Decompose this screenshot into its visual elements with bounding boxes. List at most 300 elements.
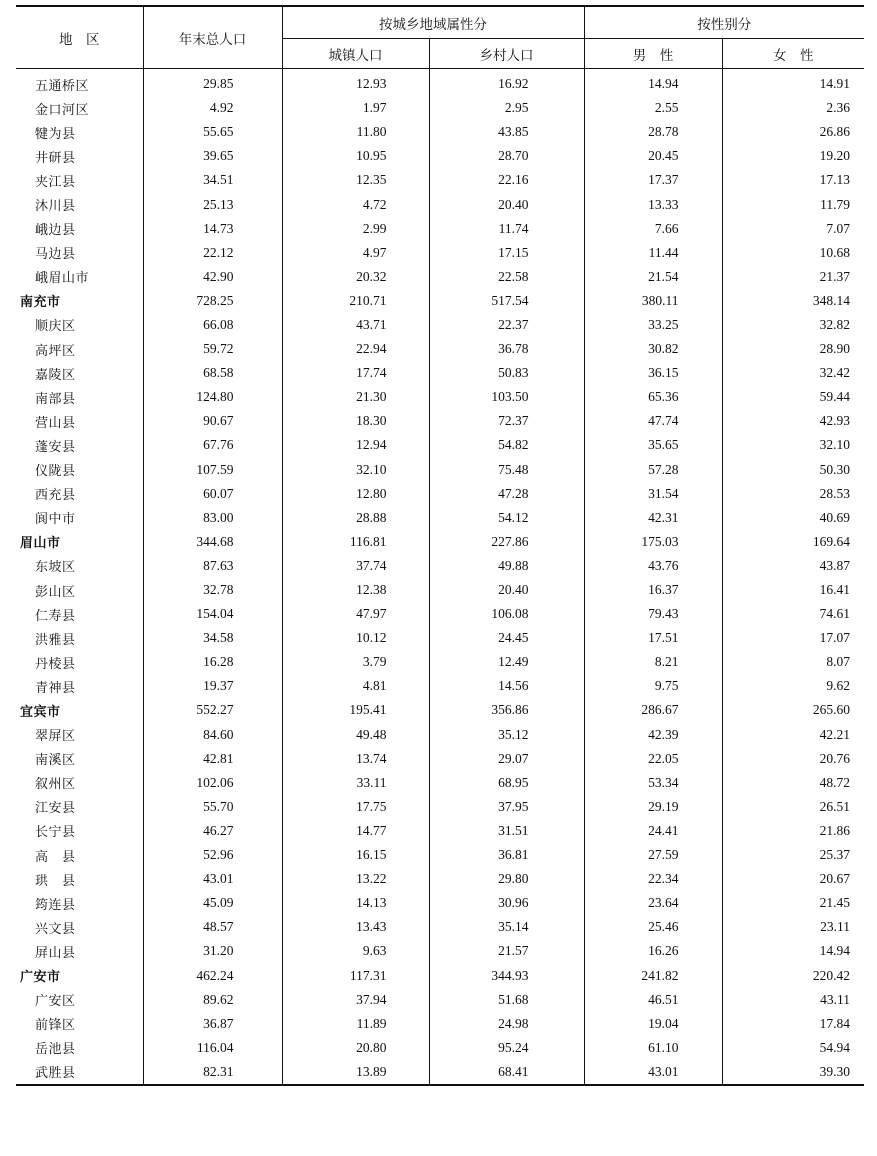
cell-male: 31.54 (584, 482, 722, 506)
cell-urban: 13.74 (282, 747, 429, 771)
cell-male: 27.59 (584, 843, 722, 867)
cell-male: 380.11 (584, 289, 722, 313)
cell-total: 19.37 (143, 674, 282, 698)
table-row (16, 482, 864, 506)
cell-name: 夹江县 (16, 168, 143, 192)
cell-name: 马边县 (16, 241, 143, 265)
cell-male: 43.76 (584, 554, 722, 578)
cell-total: 55.65 (143, 120, 282, 144)
cell-total: 32.78 (143, 578, 282, 602)
cell-name: 阆中市 (16, 506, 143, 530)
cell-male: 53.34 (584, 771, 722, 795)
cell-male: 17.51 (584, 626, 722, 650)
cell-total: 107.59 (143, 458, 282, 482)
cell-rural: 28.70 (429, 144, 584, 168)
cell-total: 90.67 (143, 409, 282, 433)
cell-female: 25.37 (819, 847, 850, 863)
cell-male: 57.28 (584, 458, 722, 482)
cell-rural: 14.56 (429, 674, 584, 698)
cell-male: 9.75 (584, 674, 722, 698)
cell-male: 47.74 (584, 409, 722, 433)
table-row (16, 217, 864, 241)
cell-name: 营山县 (16, 409, 143, 433)
cell-rural: 54.82 (429, 433, 584, 457)
cell-urban: 10.95 (282, 144, 429, 168)
cell-male: 29.19 (584, 795, 722, 819)
cell-urban: 37.94 (282, 988, 429, 1012)
cell-rural: 16.92 (429, 69, 584, 97)
cell-rural: 22.37 (429, 313, 584, 337)
table-row (16, 867, 864, 891)
cell-name: 筠连县 (16, 891, 143, 915)
cell-rural: 51.68 (429, 988, 584, 1012)
cell-male: 33.25 (584, 313, 722, 337)
cell-male: 7.66 (584, 217, 722, 241)
cell-male: 19.04 (584, 1012, 722, 1036)
cell-urban: 12.80 (282, 482, 429, 506)
cell-female: 11.79 (820, 196, 850, 212)
cell-total: 31.20 (143, 939, 282, 963)
table-row (16, 168, 864, 192)
table-row (16, 1060, 864, 1085)
cell-name: 洪雅县 (16, 626, 143, 650)
cell-rural: 106.08 (429, 602, 584, 626)
cell-female: 21.86 (819, 822, 850, 838)
cell-urban: 195.41 (282, 698, 429, 722)
table-row (16, 723, 864, 747)
cell-male: 8.21 (584, 650, 722, 674)
cell-urban: 13.89 (282, 1060, 429, 1085)
cell-rural: 20.40 (429, 192, 584, 216)
table-row (16, 819, 864, 843)
cell-rural: 43.85 (429, 120, 584, 144)
cell-male: 65.36 (584, 385, 722, 409)
table-row-city (16, 698, 864, 722)
cell-total: 116.04 (143, 1036, 282, 1060)
cell-male: 35.65 (584, 433, 722, 457)
cell-urban: 210.71 (282, 289, 429, 313)
cell-name: 珙 县 (16, 867, 143, 891)
cell-rural: 37.95 (429, 795, 584, 819)
table-row (16, 265, 864, 289)
table-row (16, 915, 864, 939)
cell-name: 广安区 (16, 988, 143, 1012)
cell-name: 蓬安县 (16, 433, 143, 457)
cell-rural: 11.74 (429, 217, 584, 241)
cell-total: 4.92 (143, 96, 282, 120)
cell-total: 39.65 (143, 144, 282, 168)
cell-total: 87.63 (143, 554, 282, 578)
cell-total: 42.81 (143, 747, 282, 771)
header-by-sex: 按性别分 (584, 6, 864, 39)
cell-rural: 103.50 (429, 385, 584, 409)
cell-urban: 117.31 (282, 963, 429, 987)
cell-total: 154.04 (143, 602, 282, 626)
header-by-area: 按城乡地域属性分 (282, 6, 584, 39)
cell-name: 五通桥区 (16, 69, 143, 97)
cell-total: 16.28 (143, 650, 282, 674)
cell-male: 16.26 (584, 939, 722, 963)
cell-female: 10.68 (819, 244, 850, 260)
cell-total: 552.27 (143, 698, 282, 722)
cell-rural: 49.88 (429, 554, 584, 578)
cell-urban: 17.75 (282, 795, 429, 819)
cell-name: 叙州区 (16, 771, 143, 795)
cell-rural: 21.57 (429, 939, 584, 963)
table-row-city (16, 289, 864, 313)
cell-female: 20.67 (819, 871, 850, 887)
cell-male: 30.82 (584, 337, 722, 361)
cell-female: 14.94 (819, 943, 850, 959)
cell-female: 42.21 (819, 726, 850, 742)
cell-female: 59.44 (819, 389, 850, 405)
cell-female: 28.90 (819, 341, 850, 357)
cell-total: 42.90 (143, 265, 282, 289)
cell-total: 46.27 (143, 819, 282, 843)
cell-name: 兴文县 (16, 915, 143, 939)
cell-rural: 68.41 (429, 1060, 584, 1085)
cell-female: 48.72 (819, 774, 850, 790)
cell-name: 青神县 (16, 674, 143, 698)
cell-male: 11.44 (584, 241, 722, 265)
table-row (16, 241, 864, 265)
cell-female: 220.42 (812, 967, 850, 983)
table-row (16, 843, 864, 867)
cell-urban: 47.97 (282, 602, 429, 626)
cell-rural: 22.16 (429, 168, 584, 192)
cell-total: 462.24 (143, 963, 282, 987)
cell-urban: 116.81 (282, 530, 429, 554)
header-total-population: 年末总人口 (143, 6, 282, 69)
cell-name: 南部县 (16, 385, 143, 409)
cell-female: 40.69 (819, 509, 850, 525)
cell-name: 井研县 (16, 144, 143, 168)
cell-urban: 12.38 (282, 578, 429, 602)
cell-total: 55.70 (143, 795, 282, 819)
cell-urban: 3.79 (282, 650, 429, 674)
cell-female: 169.64 (812, 533, 850, 549)
table-row (16, 361, 864, 385)
table-row (16, 506, 864, 530)
cell-female: 23.11 (820, 919, 850, 935)
cell-total: 34.51 (143, 168, 282, 192)
cell-rural: 36.78 (429, 337, 584, 361)
cell-female: 28.53 (819, 485, 850, 501)
cell-urban: 17.74 (282, 361, 429, 385)
cell-rural: 35.14 (429, 915, 584, 939)
table-row (16, 626, 864, 650)
cell-urban: 12.93 (282, 69, 429, 97)
cell-name: 峨边县 (16, 217, 143, 241)
table-row (16, 144, 864, 168)
cell-rural: 31.51 (429, 819, 584, 843)
cell-female: 8.07 (826, 654, 850, 670)
cell-male: 24.41 (584, 819, 722, 843)
cell-female: 7.07 (826, 220, 850, 236)
cell-female: 21.45 (819, 895, 850, 911)
cell-name: 高坪区 (16, 337, 143, 361)
cell-name: 长宁县 (16, 819, 143, 843)
cell-rural: 356.86 (429, 698, 584, 722)
cell-female: 14.91 (819, 76, 850, 92)
cell-urban: 32.10 (282, 458, 429, 482)
cell-female: 2.36 (826, 100, 850, 116)
population-table (16, 5, 864, 1086)
cell-male: 42.31 (584, 506, 722, 530)
cell-female: 54.94 (819, 1039, 850, 1055)
cell-name: 江安县 (16, 795, 143, 819)
cell-urban: 21.30 (282, 385, 429, 409)
cell-urban: 43.71 (282, 313, 429, 337)
cell-female: 9.62 (826, 678, 850, 694)
cell-name: 沐川县 (16, 192, 143, 216)
cell-name: 武胜县 (16, 1060, 143, 1085)
cell-rural: 54.12 (429, 506, 584, 530)
cell-rural: 29.80 (429, 867, 584, 891)
cell-female: 42.93 (819, 413, 850, 429)
cell-urban: 2.99 (282, 217, 429, 241)
cell-female: 26.51 (819, 798, 850, 814)
cell-rural: 17.15 (429, 241, 584, 265)
cell-total: 22.12 (143, 241, 282, 265)
cell-female: 17.13 (819, 172, 850, 188)
table-row-city (16, 530, 864, 554)
cell-urban: 11.89 (282, 1012, 429, 1036)
table-row (16, 1012, 864, 1036)
table-header (16, 6, 864, 69)
cell-male: 2.55 (584, 96, 722, 120)
header-region: 地 区 (16, 6, 143, 69)
cell-name: 前锋区 (16, 1012, 143, 1036)
cell-rural: 22.58 (429, 265, 584, 289)
cell-name: 顺庆区 (16, 313, 143, 337)
cell-rural: 12.49 (429, 650, 584, 674)
table-body (16, 69, 864, 1085)
table-row (16, 433, 864, 457)
cell-urban: 20.32 (282, 265, 429, 289)
table-row (16, 120, 864, 144)
table-row (16, 96, 864, 120)
cell-name: 犍为县 (16, 120, 143, 144)
cell-name: 眉山市 (16, 530, 143, 554)
cell-name: 仪陇县 (16, 458, 143, 482)
cell-total: 43.01 (143, 867, 282, 891)
table-row (16, 602, 864, 626)
cell-female: 19.20 (819, 148, 850, 164)
table-row (16, 337, 864, 361)
cell-urban: 18.30 (282, 409, 429, 433)
cell-rural: 24.45 (429, 626, 584, 650)
cell-rural: 35.12 (429, 723, 584, 747)
cell-female: 50.30 (819, 461, 850, 477)
cell-rural: 227.86 (429, 530, 584, 554)
cell-name: 东坡区 (16, 554, 143, 578)
cell-urban: 10.12 (282, 626, 429, 650)
cell-female: 43.87 (819, 557, 850, 573)
table-row (16, 747, 864, 771)
cell-total: 89.62 (143, 988, 282, 1012)
cell-female: 348.14 (812, 292, 850, 308)
cell-urban: 49.48 (282, 723, 429, 747)
table-row (16, 939, 864, 963)
cell-total: 83.00 (143, 506, 282, 530)
cell-male: 79.43 (584, 602, 722, 626)
cell-rural: 30.96 (429, 891, 584, 915)
table-row (16, 458, 864, 482)
cell-urban: 28.88 (282, 506, 429, 530)
table-row (16, 674, 864, 698)
table-row (16, 650, 864, 674)
cell-name: 嘉陵区 (16, 361, 143, 385)
cell-urban: 11.80 (282, 120, 429, 144)
cell-urban: 13.22 (282, 867, 429, 891)
cell-female: 16.41 (819, 582, 850, 598)
cell-total: 60.07 (143, 482, 282, 506)
table-row (16, 771, 864, 795)
cell-rural: 24.98 (429, 1012, 584, 1036)
cell-name: 翠屏区 (16, 723, 143, 747)
cell-total: 59.72 (143, 337, 282, 361)
cell-total: 29.85 (143, 69, 282, 97)
cell-male: 22.34 (584, 867, 722, 891)
cell-name: 峨眉山市 (16, 265, 143, 289)
cell-rural: 47.28 (429, 482, 584, 506)
cell-urban: 37.74 (282, 554, 429, 578)
cell-urban: 4.72 (282, 192, 429, 216)
table-row (16, 69, 864, 97)
cell-rural: 50.83 (429, 361, 584, 385)
cell-male: 23.64 (584, 891, 722, 915)
cell-total: 84.60 (143, 723, 282, 747)
cell-rural: 75.48 (429, 458, 584, 482)
cell-female: 265.60 (812, 702, 850, 718)
table-row (16, 385, 864, 409)
cell-total: 52.96 (143, 843, 282, 867)
cell-total: 68.58 (143, 361, 282, 385)
cell-male: 241.82 (584, 963, 722, 987)
cell-total: 66.08 (143, 313, 282, 337)
cell-total: 124.80 (143, 385, 282, 409)
cell-rural: 68.95 (429, 771, 584, 795)
header-female: 女 性 (722, 39, 864, 69)
cell-male: 25.46 (584, 915, 722, 939)
cell-female: 17.84 (819, 1015, 850, 1031)
cell-total: 14.73 (143, 217, 282, 241)
cell-name: 彭山区 (16, 578, 143, 602)
cell-female: 21.37 (819, 268, 850, 284)
cell-urban: 12.35 (282, 168, 429, 192)
cell-rural: 36.81 (429, 843, 584, 867)
cell-rural: 344.93 (429, 963, 584, 987)
cell-urban: 4.97 (282, 241, 429, 265)
header-rural: 乡村人口 (429, 39, 584, 69)
cell-name: 金口河区 (16, 96, 143, 120)
cell-female: 43.11 (820, 991, 850, 1007)
cell-urban: 1.97 (282, 96, 429, 120)
cell-name: 仁寿县 (16, 602, 143, 626)
cell-total: 48.57 (143, 915, 282, 939)
cell-male: 43.01 (584, 1060, 722, 1085)
cell-name: 南溪区 (16, 747, 143, 771)
cell-female: 32.82 (819, 316, 850, 332)
table-row (16, 1036, 864, 1060)
cell-rural: 72.37 (429, 409, 584, 433)
cell-total: 45.09 (143, 891, 282, 915)
cell-female: 17.07 (819, 630, 850, 646)
cell-rural: 29.07 (429, 747, 584, 771)
cell-female: 32.42 (819, 365, 850, 381)
cell-male: 22.05 (584, 747, 722, 771)
cell-male: 286.67 (584, 698, 722, 722)
cell-rural: 517.54 (429, 289, 584, 313)
cell-total: 36.87 (143, 1012, 282, 1036)
table-row (16, 313, 864, 337)
cell-female: 74.61 (819, 606, 850, 622)
table-row-city (16, 963, 864, 987)
cell-urban: 14.77 (282, 819, 429, 843)
table-row (16, 795, 864, 819)
cell-female: 39.30 (819, 1063, 850, 1079)
cell-urban: 33.11 (282, 771, 429, 795)
cell-urban: 20.80 (282, 1036, 429, 1060)
cell-male: 61.10 (584, 1036, 722, 1060)
cell-female: 26.86 (819, 124, 850, 140)
table-row (16, 409, 864, 433)
cell-name: 南充市 (16, 289, 143, 313)
cell-female: 32.10 (819, 437, 850, 453)
cell-name: 西充县 (16, 482, 143, 506)
cell-male: 14.94 (584, 69, 722, 97)
cell-male: 46.51 (584, 988, 722, 1012)
cell-total: 728.25 (143, 289, 282, 313)
cell-rural: 20.40 (429, 578, 584, 602)
cell-urban: 9.63 (282, 939, 429, 963)
cell-urban: 12.94 (282, 433, 429, 457)
cell-name: 岳池县 (16, 1036, 143, 1060)
header-male: 男 性 (584, 39, 722, 69)
header-urban: 城镇人口 (282, 39, 429, 69)
cell-male: 36.15 (584, 361, 722, 385)
cell-total: 344.68 (143, 530, 282, 554)
cell-urban: 4.81 (282, 674, 429, 698)
cell-total: 82.31 (143, 1060, 282, 1085)
cell-rural: 95.24 (429, 1036, 584, 1060)
cell-male: 28.78 (584, 120, 722, 144)
cell-urban: 13.43 (282, 915, 429, 939)
cell-urban: 16.15 (282, 843, 429, 867)
cell-male: 13.33 (584, 192, 722, 216)
cell-rural: 2.95 (429, 96, 584, 120)
cell-name: 丹棱县 (16, 650, 143, 674)
cell-total: 34.58 (143, 626, 282, 650)
cell-name: 宜宾市 (16, 698, 143, 722)
cell-urban: 14.13 (282, 891, 429, 915)
cell-male: 42.39 (584, 723, 722, 747)
table-row (16, 578, 864, 602)
table-row (16, 891, 864, 915)
table-row (16, 554, 864, 578)
cell-total: 25.13 (143, 192, 282, 216)
cell-male: 17.37 (584, 168, 722, 192)
cell-male: 16.37 (584, 578, 722, 602)
cell-female: 20.76 (819, 750, 850, 766)
cell-male: 175.03 (584, 530, 722, 554)
cell-name: 屏山县 (16, 939, 143, 963)
table-row (16, 192, 864, 216)
cell-male: 20.45 (584, 144, 722, 168)
table-row (16, 988, 864, 1012)
cell-total: 102.06 (143, 771, 282, 795)
